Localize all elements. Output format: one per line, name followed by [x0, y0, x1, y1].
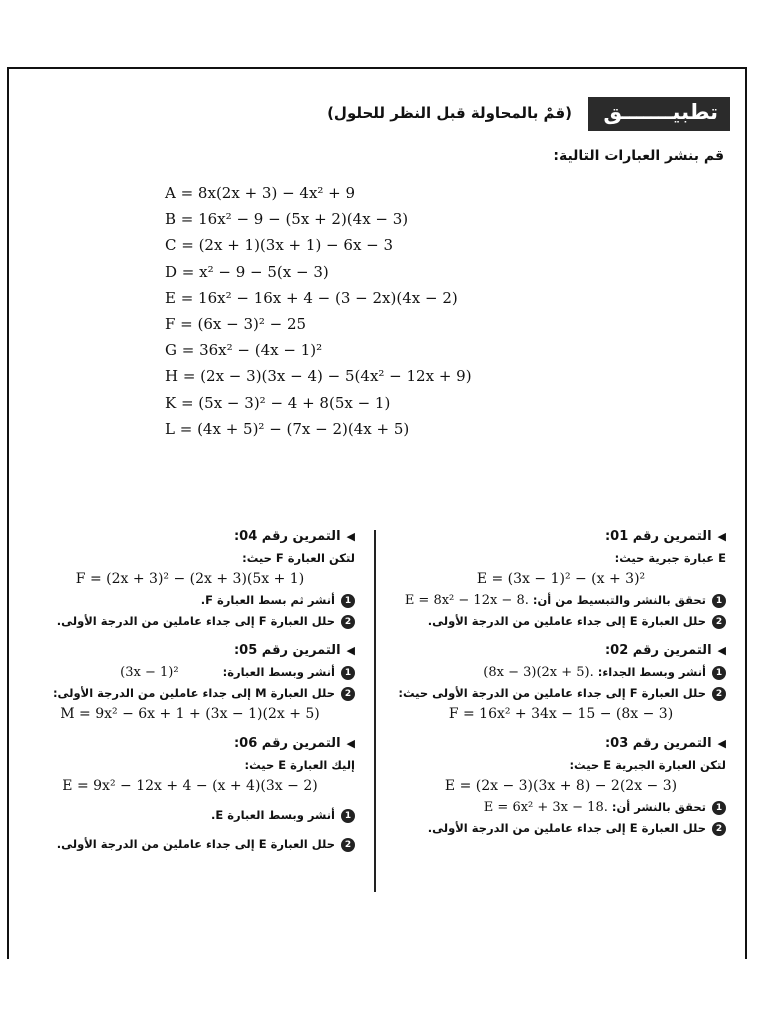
exercise-intro: لتكن العبارة F حيث:	[242, 551, 355, 565]
expression-item: H = (2x − 3)(3x − 4) − 5(4x² − 12x + 9)	[165, 367, 472, 386]
exercise-intro: إليك العبارة E حيث:	[244, 758, 355, 772]
expression-item: C = (2x + 1)(3x + 1) − 6x − 3	[165, 236, 394, 255]
exercise-item: 2حلل العبارة E إلى جداء عاملين من الدرجة الأولى.	[25, 834, 355, 855]
pointer-icon: ◀	[346, 737, 355, 750]
exercise-formula: E = (2x − 3)(3x + 8) − 2(2x − 3)	[444, 778, 678, 794]
exercise-intro: E عبارة جبرية حيث:	[614, 551, 726, 565]
exercise-item: 2حلل العبارة M إلى جداء عاملين من الدرجة الأولى:	[25, 683, 355, 704]
expression-item: A = 8x(2x + 3) − 4x² + 9	[165, 184, 356, 202]
column-divider	[374, 530, 376, 892]
exercise-item: 1أنشر ثم بسط العبارة F.	[25, 590, 355, 611]
exercise-formula: F = 16x² + 34x − 15 − (8x − 3)	[448, 706, 674, 722]
expression-item: K = (5x − 3)² − 4 + 8(5x − 1)	[165, 393, 391, 412]
exercise-05	[25, 640, 355, 725]
pointer-icon: ◀	[346, 530, 355, 543]
exercise-formula: E = (3x − 1)² − (x + 3)²	[476, 571, 646, 587]
pointer-icon: ◀	[346, 644, 355, 657]
section-title: تطبيـــــــق	[603, 100, 718, 124]
exercise-intro: لتكن العبارة الجبرية E حيث:	[569, 758, 726, 772]
exercise-formula: E = 9x² − 12x + 4 − (x + 4)(3x − 2)	[62, 778, 318, 794]
exercise-02	[396, 640, 726, 725]
pointer-icon: ◀	[717, 530, 726, 543]
exercise-title: التمرين رقم 04:	[233, 529, 341, 544]
pointer-icon: ◀	[717, 737, 726, 750]
exercise-item: 1تحقق بالنشر والتبسيط من أن: E = 8x² − 12x − 8.	[396, 590, 726, 611]
pointer-icon: ◀	[717, 644, 726, 657]
instruction-text: قم بنشر العبارات التالية:	[553, 148, 724, 164]
section-title-box	[586, 97, 730, 131]
expression-item: F = (6x − 3)² − 25	[165, 314, 307, 333]
exercise-item: 2حلل العبارة E إلى جداء عاملين من الدرجة الأولى.	[396, 818, 726, 839]
exercise-item: 1تحقق بالنشر أن: E = 6x² + 3x − 18.	[396, 797, 726, 818]
exercise-title: التمرين رقم 01:	[604, 529, 712, 544]
exercise-item: 2حلل العبارة F إلى جداء عاملين من الدرجة الأولى.	[25, 611, 355, 632]
exercise-item: 1أنشر وبسط الجداء: (8x − 3)(2x + 5).	[396, 662, 726, 683]
exercise-title: التمرين رقم 03:	[604, 736, 712, 751]
exercise-03	[396, 733, 726, 839]
expression-list	[165, 180, 472, 442]
exercises-right-column	[396, 526, 726, 839]
exercise-04	[25, 526, 355, 632]
exercise-title: التمرين رقم 06:	[233, 736, 341, 751]
exercise-06	[25, 733, 355, 855]
exercise-01	[396, 526, 726, 632]
expression-item: B = 16x² − 9 − (5x + 2)(4x − 3)	[165, 210, 409, 229]
expression-item: G = 36x² − (4x − 1)²	[165, 341, 323, 360]
exercise-title: التمرين رقم 02:	[604, 643, 712, 658]
exercise-title: التمرين رقم 05:	[233, 643, 341, 658]
section-subtitle: (قمْ بالمحاولة قبل النظر للحلول)	[327, 104, 572, 122]
expression-item: L = (4x + 5)² − (7x − 2)(4x + 5)	[165, 419, 410, 438]
exercise-item: 2حلل العبارة E إلى جداء عاملين من الدرجة الأولى.	[396, 611, 726, 632]
exercise-item: 1أنشر وبسط العبارة E.	[25, 805, 355, 826]
exercise-formula: M = 9x² − 6x + 1 + (3x − 1)(2x + 5)	[60, 706, 320, 722]
exercises-left-column	[25, 526, 355, 855]
exercise-item: 2حلل العبارة F إلى جداء عاملين من الدرجة الأولى حيث:	[396, 683, 726, 704]
exercise-formula: F = (2x + 3)² − (2x + 3)(5x + 1)	[75, 571, 305, 587]
expression-item: E = 16x² − 16x + 4 − (3 − 2x)(4x − 2)	[165, 288, 458, 307]
exercise-item: 1أنشر وبسط العبارة: (3x − 1)²	[25, 662, 355, 683]
expression-item: D = x² − 9 − 5(x − 3)	[165, 262, 329, 281]
